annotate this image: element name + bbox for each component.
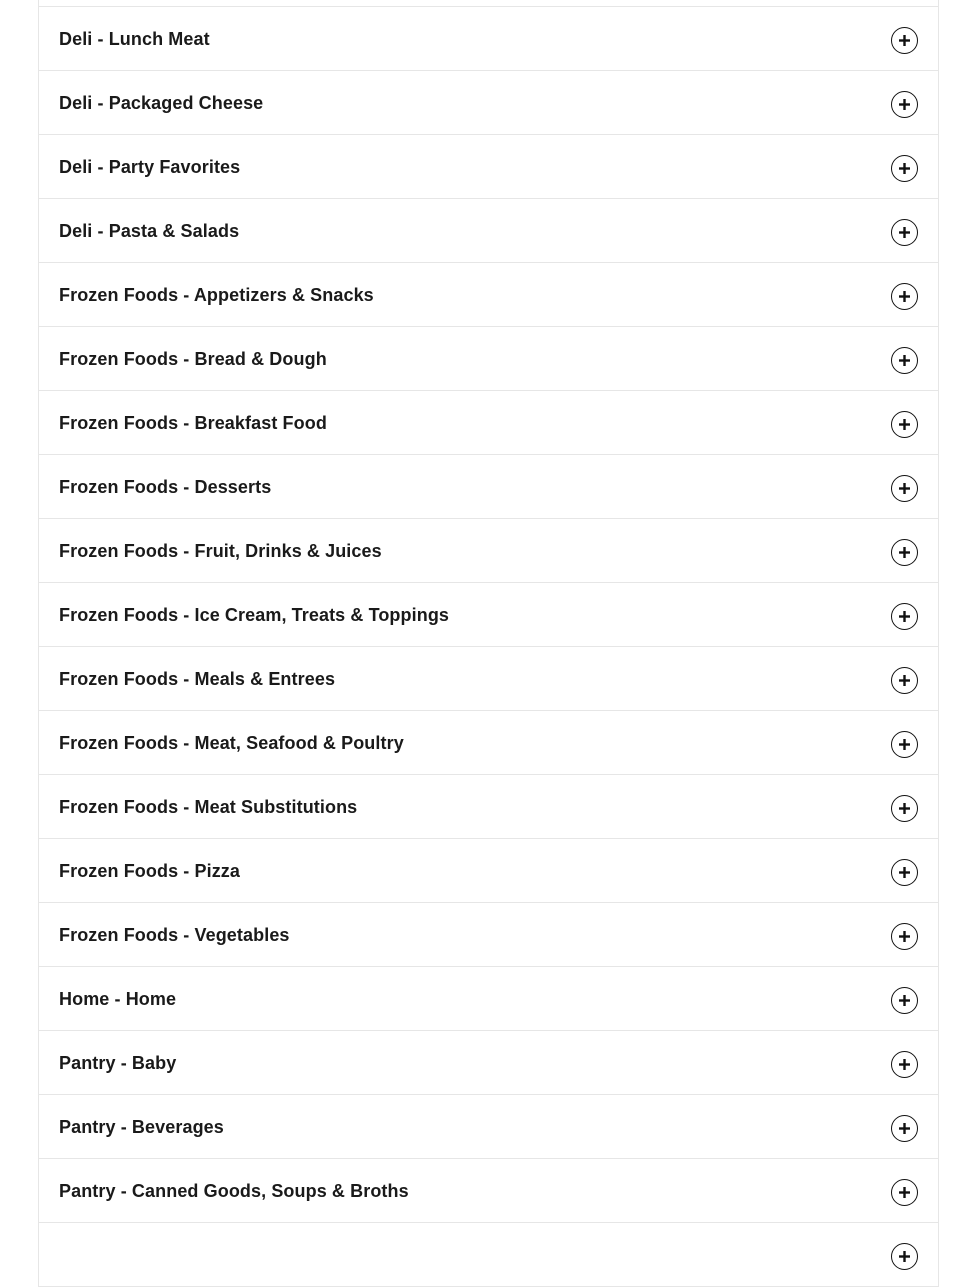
accordion-item-label: Deli - Pasta & Salads xyxy=(59,221,240,241)
plus-glyph xyxy=(898,674,911,687)
plus-icon[interactable] xyxy=(891,539,918,566)
plus-glyph xyxy=(898,418,911,431)
plus-icon[interactable] xyxy=(891,411,918,438)
accordion-item-6[interactable] xyxy=(39,327,938,391)
accordion-item-label: Frozen Foods - Fruit, Drinks & Juices xyxy=(59,541,382,561)
accordion-item-19[interactable] xyxy=(39,1159,938,1223)
accordion-item-label: Frozen Foods - Pizza xyxy=(59,861,241,881)
accordion-item-label: Pantry - Canned Goods, Soups & Broths xyxy=(59,1181,409,1201)
plus-glyph xyxy=(898,930,911,943)
category-accordion xyxy=(38,0,939,1287)
plus-icon[interactable] xyxy=(891,283,918,310)
accordion-item-11[interactable] xyxy=(39,647,938,711)
plus-glyph xyxy=(898,994,911,1007)
plus-icon[interactable] xyxy=(891,1051,918,1078)
accordion-item-label: Frozen Foods - Meat, Seafood & Poultry xyxy=(59,733,404,753)
plus-icon[interactable] xyxy=(891,923,918,950)
plus-icon[interactable] xyxy=(891,667,918,694)
plus-icon[interactable] xyxy=(891,155,918,182)
accordion-item-label: Frozen Foods - Breakfast Food xyxy=(59,413,327,433)
plus-glyph xyxy=(898,34,911,47)
plus-glyph xyxy=(898,1058,911,1071)
accordion-item-3[interactable] xyxy=(39,135,938,199)
accordion-item-label: Home - Home xyxy=(59,989,177,1009)
accordion-item-2[interactable] xyxy=(39,71,938,135)
plus-icon[interactable] xyxy=(891,475,918,502)
accordion-item-label: Deli - Lunch Meat xyxy=(59,29,210,49)
plus-glyph xyxy=(898,482,911,495)
accordion-item-8[interactable] xyxy=(39,455,938,519)
plus-icon[interactable] xyxy=(891,1115,918,1142)
plus-icon[interactable] xyxy=(891,795,918,822)
plus-glyph xyxy=(898,1250,911,1263)
accordion-item-13[interactable] xyxy=(39,775,938,839)
plus-glyph xyxy=(898,738,911,751)
accordion-item-label: Frozen Foods - Ice Cream, Treats & Toppings xyxy=(59,605,450,625)
accordion-item-12[interactable] xyxy=(39,711,938,775)
accordion-item-label: Frozen Foods - Bread & Dough xyxy=(59,349,327,369)
plus-icon[interactable] xyxy=(891,219,918,246)
accordion-item-16[interactable] xyxy=(39,967,938,1031)
plus-icon[interactable] xyxy=(891,987,918,1014)
accordion-item-label: Frozen Foods - Desserts xyxy=(59,477,272,497)
accordion-item-label: Frozen Foods - Meat Substitutions xyxy=(59,797,358,817)
accordion-item-14[interactable] xyxy=(39,839,938,903)
accordion-item-label: Deli - Packaged Cheese xyxy=(59,93,264,113)
plus-icon[interactable] xyxy=(891,859,918,886)
plus-glyph xyxy=(898,1186,911,1199)
plus-glyph xyxy=(898,354,911,367)
accordion-item-9[interactable] xyxy=(39,519,938,583)
accordion-item-18[interactable] xyxy=(39,1095,938,1159)
plus-icon[interactable] xyxy=(891,347,918,374)
plus-glyph xyxy=(898,610,911,623)
plus-glyph xyxy=(898,162,911,175)
accordion-item-label: Deli - Party Favorites xyxy=(59,157,241,177)
plus-icon[interactable] xyxy=(891,731,918,758)
accordion-item-4[interactable] xyxy=(39,199,938,263)
plus-icon[interactable] xyxy=(891,27,918,54)
accordion-item-label: Frozen Foods - Vegetables xyxy=(59,925,290,945)
plus-icon[interactable] xyxy=(891,91,918,118)
plus-glyph xyxy=(898,290,911,303)
plus-glyph xyxy=(898,866,911,879)
accordion-item-7[interactable] xyxy=(39,391,938,455)
plus-icon[interactable] xyxy=(891,603,918,630)
accordion-item-17[interactable] xyxy=(39,1031,938,1095)
accordion-item-10[interactable] xyxy=(39,583,938,647)
accordion-item-label: Pantry - Baby xyxy=(59,1053,177,1073)
plus-glyph xyxy=(898,98,911,111)
plus-glyph xyxy=(898,226,911,239)
accordion-item-5[interactable] xyxy=(39,263,938,327)
plus-glyph xyxy=(898,802,911,815)
plus-glyph xyxy=(898,1122,911,1135)
accordion-item-label: Frozen Foods - Meals & Entrees xyxy=(59,669,336,689)
plus-icon[interactable] xyxy=(891,1179,918,1206)
accordion-item-label: Pantry - Beverages xyxy=(59,1117,224,1137)
plus-icon[interactable] xyxy=(891,1243,918,1270)
accordion-item-label: Frozen Foods - Appetizers & Snacks xyxy=(59,285,374,305)
accordion-item-0[interactable] xyxy=(39,0,938,7)
accordion-item-1[interactable] xyxy=(39,7,938,71)
plus-glyph xyxy=(898,546,911,559)
accordion-item-15[interactable] xyxy=(39,903,938,967)
